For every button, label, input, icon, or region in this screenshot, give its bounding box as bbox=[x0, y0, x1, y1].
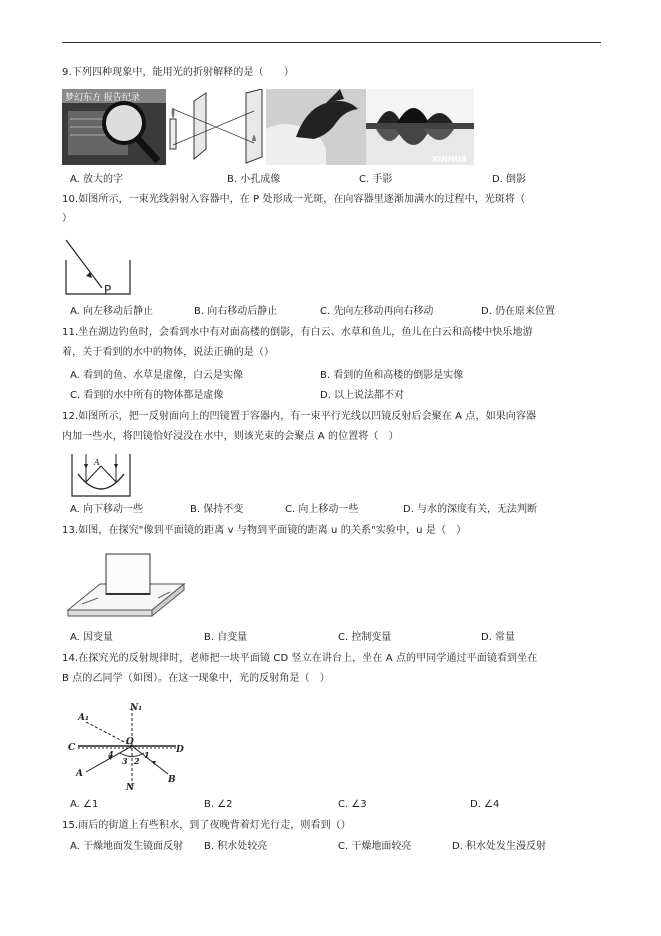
q14-label-o: O bbox=[126, 737, 134, 747]
q14-label-a: A bbox=[76, 769, 83, 779]
q12-option-b: B. 保持不变 bbox=[190, 504, 244, 515]
q10-option-d: D. 仍在原来位置 bbox=[481, 306, 556, 317]
q15-option-a: A. 干燥地面发生镜面反射 bbox=[70, 841, 184, 852]
q10-stem-line2: ） bbox=[62, 213, 73, 224]
q10-option-b: B. 向右移动后静止 bbox=[194, 306, 278, 317]
q15-stem: 15.雨后的街道上有些积水，到了夜晚背着灯光行走，则看到（） bbox=[62, 820, 351, 831]
q12-label-a: A bbox=[94, 458, 100, 467]
q9-img1-text: 梦幻东方 报告纪录 bbox=[65, 93, 140, 103]
q10-option-c: C. 先向左移动再向右移动 bbox=[320, 306, 434, 317]
q11-stem-line1: 11.坐在湖边钓鱼时，会看到水中有对面高楼的倒影，有白云、水草和鱼儿，鱼儿在白云和高楼中快乐地游 bbox=[62, 327, 533, 338]
q14-label-b: B bbox=[168, 775, 176, 785]
q12-stem-line1: 12.如图所示，把一反射面向上的凹镜置于容器内，有一束平行光线以凹镜反射后会聚在 A 点，如果向容器 bbox=[62, 411, 537, 422]
q12-option-c: C. 向上移动一些 bbox=[285, 504, 359, 515]
q9-stem: 9.下列四种现象中，能用光的折射解释的是（ ） bbox=[62, 67, 294, 78]
q15-option-b: B. 积水处较亮 bbox=[204, 841, 268, 852]
q14-label-d: D bbox=[176, 745, 184, 755]
q14-option-b: B. ∠2 bbox=[204, 799, 233, 810]
q14-label-4: 4 bbox=[108, 749, 114, 759]
q12-figure bbox=[68, 452, 134, 498]
q12-option-a: A. 向下移动一些 bbox=[70, 504, 144, 515]
q9-image-magnifier bbox=[62, 89, 166, 165]
q9-option-d: D. 倒影 bbox=[492, 174, 527, 185]
q9-option-c: C. 手影 bbox=[359, 174, 393, 185]
q12-option-d: D. 与水的深度有关，无法判断 bbox=[403, 504, 538, 515]
q14-label-c: C bbox=[68, 743, 76, 753]
q10-figure bbox=[62, 236, 134, 298]
q11-stem-line2: 着，关于看到的水中的物体，说法正确的是（） bbox=[62, 347, 275, 358]
q14-option-d: D. ∠4 bbox=[470, 799, 500, 810]
q13-option-d: D. 常量 bbox=[481, 632, 516, 643]
q14-label-2: 2 bbox=[134, 756, 140, 766]
q11-option-d: D. 以上说法都不对 bbox=[320, 390, 405, 401]
q9-image-pinhole bbox=[166, 89, 266, 165]
q9-img4-text: XINHUA bbox=[432, 155, 467, 164]
q14-label-a1: A₁ bbox=[78, 713, 89, 723]
q9-option-b: B. 小孔成像 bbox=[227, 174, 281, 185]
q11-option-a: A. 看到的鱼、水草是虚像，白云是实像 bbox=[70, 370, 244, 381]
q14-label-n: N bbox=[126, 783, 135, 792]
q14-stem-line2: B 点的乙同学（如图）。在这一现象中，光的反射角是（ ） bbox=[62, 673, 330, 684]
q15-option-c: C. 干燥地面较亮 bbox=[338, 841, 412, 852]
q11-option-c: C. 看到的水中所有的物体都是虚像 bbox=[70, 390, 224, 401]
q9-image-hand-shadow bbox=[266, 89, 366, 165]
q10-label-p: P bbox=[104, 283, 112, 297]
q10-option-a: A. 向左移动后静止 bbox=[70, 306, 154, 317]
q9-option-a: A. 放大的字 bbox=[70, 174, 124, 185]
q14-option-c: C. ∠3 bbox=[338, 799, 367, 810]
q13-figure bbox=[62, 548, 186, 622]
q13-option-b: B. 自变量 bbox=[204, 632, 248, 643]
q14-stem-line1: 14.在探究光的反射规律时，老师把一块平面镜 CD 竖立在讲台上，坐在 A 点的甲同学通过平面镜看到坐在 bbox=[62, 653, 538, 664]
q10-stem-line1: 10.如图所示，一束光线斜射入容器中，在 P 处形成一光斑，在向容器里逐渐加满水的过程中，光斑将（ bbox=[62, 194, 526, 205]
q14-option-a: A. ∠1 bbox=[70, 799, 99, 810]
q14-label-1: 1 bbox=[144, 750, 150, 760]
q15-option-d: D. 积水处发生漫反射 bbox=[452, 841, 547, 852]
header-rule bbox=[62, 42, 601, 43]
q14-label-n1: N₁ bbox=[130, 703, 143, 713]
q13-option-a: A. 因变量 bbox=[70, 632, 114, 643]
q14-label-3: 3 bbox=[122, 756, 128, 766]
q12-stem-line2: 内加一些水，将凹镜恰好浸没在水中，则该光束的会聚点 A 的位置将（ ） bbox=[62, 431, 399, 442]
q9-image-reflection bbox=[366, 89, 474, 165]
q13-option-c: C. 控制变量 bbox=[338, 632, 392, 643]
q13-stem: 13.如图，在探究"像到平面镜的距离 v 与物到平面镜的距离 u 的关系"实验中，u 是（ ） bbox=[62, 525, 467, 536]
q14-figure bbox=[64, 700, 188, 792]
q11-option-b: B. 看到的鱼和高楼的倒影是实像 bbox=[320, 370, 464, 381]
